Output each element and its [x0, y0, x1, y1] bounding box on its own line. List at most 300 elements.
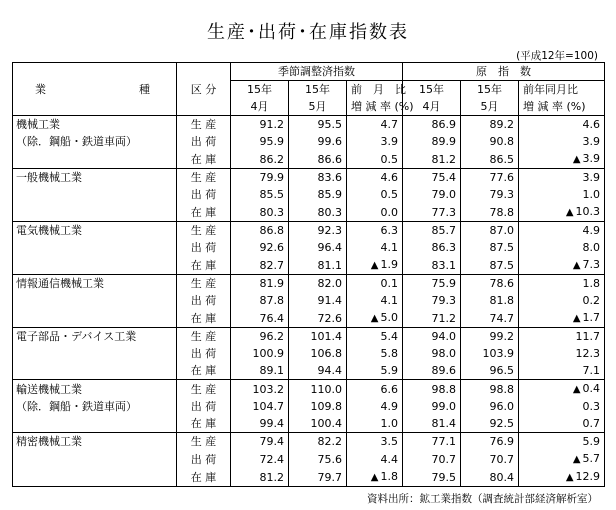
cell-o-may [461, 169, 519, 187]
cell-value: 103.9 [482, 347, 514, 360]
cell-yoy [519, 433, 605, 451]
cell-value: 75.9 [431, 277, 456, 290]
cell-yoy [519, 275, 605, 293]
header-yoy: 前年同月比 [519, 81, 605, 99]
cell-value: 0.4 [582, 382, 601, 395]
cell-sa-may [289, 362, 347, 380]
cell-value: 4.9 [380, 400, 398, 413]
cell-value: 3.9 [582, 152, 601, 165]
category-cell: 出 荷 [177, 239, 231, 256]
cell-yoy [519, 380, 605, 399]
category-cell: 在 庫 [177, 203, 231, 222]
table-body [13, 116, 605, 487]
cell-value: 81.4 [431, 417, 456, 430]
industry-blank [13, 150, 177, 169]
header-industry: 業 種 [35, 82, 150, 96]
cell-value: 96.5 [489, 364, 514, 377]
cell-yoy [519, 415, 605, 433]
cell-value: 95.5 [317, 118, 342, 131]
table-row [13, 169, 605, 187]
cell-value: 4.1 [380, 294, 398, 307]
header-sa-apr-month: 4月 [231, 98, 289, 116]
header-mom: 前 月 比 [347, 81, 403, 99]
industry-label: 電子部品・デバイス工業 [13, 328, 177, 346]
table-row [13, 116, 605, 134]
category-cell: 出 荷 [177, 292, 231, 309]
category-cell: 出 荷 [177, 186, 231, 203]
header-o-may-month: 5月 [461, 98, 519, 116]
cell-o-apr [403, 450, 461, 468]
cell-yoy [519, 450, 605, 468]
cell-value: 7.1 [582, 364, 601, 377]
cell-sa-apr [231, 169, 289, 187]
cell-value: 103.2 [252, 382, 284, 396]
cell-value: 94.0 [431, 330, 456, 343]
cell-mom [347, 256, 403, 275]
cell-value: 77.6 [489, 171, 514, 184]
cell-value: 1.7 [582, 311, 601, 324]
cell-value: 75.4 [431, 171, 456, 184]
cell-sa-may [289, 150, 347, 169]
cell-value: 0.7 [582, 417, 601, 430]
cell-o-apr [403, 415, 461, 433]
industry-label: 精密機械工業 [13, 433, 177, 451]
negative-triangle-icon: ▲ [370, 313, 379, 324]
cell-sa-may [289, 450, 347, 468]
category-cell: 出 荷 [177, 398, 231, 415]
cell-o-may [461, 256, 519, 275]
cell-value: 3.9 [380, 135, 398, 148]
cell-mom [347, 309, 403, 328]
cell-value: 82.0 [317, 277, 342, 290]
cell-value: 96.4 [317, 241, 342, 254]
cell-value: 79.9 [259, 171, 284, 184]
table-row [13, 186, 605, 203]
cell-sa-may [289, 203, 347, 222]
cell-value: 79.4 [259, 435, 284, 448]
cell-o-apr [403, 222, 461, 240]
category-cell: 在 庫 [177, 415, 231, 433]
cell-mom [347, 133, 403, 150]
cell-o-may [461, 309, 519, 328]
cell-value: 12.9 [575, 470, 601, 483]
cell-value: 0.5 [380, 188, 398, 201]
cell-mom [347, 275, 403, 293]
cell-value: 81.1 [317, 258, 342, 272]
cell-o-apr [403, 186, 461, 203]
cell-value: 5.0 [380, 311, 398, 324]
cell-mom [347, 415, 403, 433]
cell-yoy [519, 186, 605, 203]
cell-mom [347, 328, 403, 346]
table-row [13, 415, 605, 433]
industry-blank [13, 186, 177, 203]
cell-value: 81.2 [259, 470, 284, 484]
cell-o-may [461, 133, 519, 150]
header-seasonally-adjusted: 季節調整済指数 [231, 63, 403, 81]
cell-value: 5.9 [582, 435, 601, 448]
cell-sa-may [289, 275, 347, 293]
cell-sa-apr [231, 415, 289, 433]
cell-o-may [461, 275, 519, 293]
category-cell: 出 荷 [177, 345, 231, 362]
cell-value: 79.7 [317, 470, 342, 484]
cell-value: 81.8 [489, 294, 514, 307]
cell-value: 5.7 [582, 452, 601, 465]
cell-value: 70.7 [431, 452, 456, 466]
cell-sa-apr [231, 398, 289, 415]
cell-sa-may [289, 292, 347, 309]
cell-yoy [519, 116, 605, 134]
cell-value: 0.2 [582, 294, 601, 307]
cell-value: 98.0 [431, 347, 456, 360]
cell-mom [347, 150, 403, 169]
cell-value: 86.6 [317, 152, 342, 166]
cell-sa-apr [231, 222, 289, 240]
source-note: 資料出所：鉱工業指数（調査統計部経済解析室） [367, 493, 598, 505]
industry-blank [13, 292, 177, 309]
industry-sublabel: （除．鋼船・鉄道車両） [16, 135, 137, 148]
industry-blank [13, 345, 177, 362]
industry-blank [13, 468, 177, 487]
table-row [13, 275, 605, 293]
cell-value: 87.5 [489, 241, 514, 254]
cell-o-may [461, 450, 519, 468]
table-row [13, 433, 605, 451]
cell-value: 77.3 [431, 205, 456, 219]
cell-value: 89.6 [431, 364, 456, 377]
cell-yoy [519, 239, 605, 256]
cell-yoy [519, 362, 605, 380]
cell-yoy [519, 150, 605, 169]
cell-value: 104.7 [252, 400, 284, 413]
industry-label: 情報通信機械工業 [13, 275, 177, 293]
cell-value: 78.6 [489, 277, 514, 290]
cell-o-may [461, 398, 519, 415]
cell-o-apr [403, 362, 461, 380]
cell-mom [347, 292, 403, 309]
cell-value: 87.8 [259, 294, 284, 307]
header-original-index: 原 指 数 [403, 63, 605, 81]
table-row [13, 450, 605, 468]
cell-sa-apr [231, 345, 289, 362]
cell-value: 86.8 [259, 224, 284, 237]
cell-value: 90.8 [489, 135, 514, 148]
cell-value: 4.4 [380, 452, 398, 466]
cell-yoy [519, 169, 605, 187]
cell-yoy [519, 345, 605, 362]
cell-value: 86.9 [431, 118, 456, 131]
cell-value: 110.0 [310, 382, 342, 396]
cell-mom [347, 398, 403, 415]
table-row [13, 362, 605, 380]
industry-blank [13, 450, 177, 468]
cell-mom [347, 468, 403, 487]
cell-value: 72.4 [259, 452, 284, 466]
cell-value: 1.8 [582, 277, 601, 290]
cell-sa-apr [231, 186, 289, 203]
negative-triangle-icon: ▲ [370, 260, 379, 271]
cell-yoy [519, 292, 605, 309]
cell-sa-may [289, 468, 347, 487]
cell-mom [347, 345, 403, 362]
cell-sa-apr [231, 256, 289, 275]
cell-value: 89.1 [259, 364, 284, 377]
cell-yoy [519, 133, 605, 150]
cell-value: 87.5 [489, 258, 514, 272]
cell-mom [347, 380, 403, 399]
cell-value: 98.8 [431, 382, 456, 396]
category-cell: 生 産 [177, 275, 231, 293]
negative-triangle-icon: ▲ [370, 472, 379, 483]
header-o-may: 15年 [461, 81, 519, 99]
cell-o-may [461, 433, 519, 451]
category-cell: 出 荷 [177, 133, 231, 150]
cell-value: 76.9 [489, 435, 514, 448]
cell-mom [347, 362, 403, 380]
cell-sa-apr [231, 380, 289, 399]
cell-sa-may [289, 186, 347, 203]
cell-mom [347, 186, 403, 203]
table-row [13, 345, 605, 362]
cell-value: 95.9 [259, 135, 284, 148]
industry-blank [13, 239, 177, 256]
cell-value: 100.9 [252, 347, 284, 360]
table-row [13, 398, 605, 415]
cell-value: 3.5 [380, 435, 398, 448]
cell-value: 85.5 [259, 188, 284, 201]
cell-o-may [461, 328, 519, 346]
table-row [13, 203, 605, 222]
header-mom-rate: 増 減 率 (%) [347, 98, 403, 116]
cell-o-apr [403, 133, 461, 150]
category-cell: 生 産 [177, 380, 231, 399]
category-cell: 在 庫 [177, 468, 231, 487]
cell-o-may [461, 150, 519, 169]
cell-o-apr [403, 328, 461, 346]
cell-value: 82.2 [317, 435, 342, 448]
cell-value: 4.7 [380, 118, 398, 131]
cell-sa-apr [231, 275, 289, 293]
cell-value: 91.2 [259, 118, 284, 131]
cell-value: 74.7 [489, 311, 514, 325]
cell-sa-apr [231, 433, 289, 451]
cell-value: 98.8 [489, 382, 514, 396]
cell-value: 12.3 [575, 347, 601, 360]
cell-sa-apr [231, 133, 289, 150]
category-cell: 生 産 [177, 116, 231, 134]
cell-sa-apr [231, 292, 289, 309]
industry-blank [13, 309, 177, 328]
cell-o-may [461, 222, 519, 240]
table-row [13, 468, 605, 487]
cell-value: 92.6 [259, 241, 284, 254]
cell-value: 78.8 [489, 205, 514, 219]
cell-o-apr [403, 203, 461, 222]
cell-o-apr [403, 292, 461, 309]
header-o-apr: 15年 [403, 81, 461, 99]
cell-value: 0.5 [380, 152, 398, 166]
cell-value: 75.6 [317, 452, 342, 466]
table-row [13, 292, 605, 309]
industry-blank [13, 256, 177, 275]
cell-o-apr [403, 239, 461, 256]
cell-value: 99.0 [431, 400, 456, 413]
cell-value: 101.4 [310, 330, 342, 343]
cell-value: 76.4 [259, 311, 284, 325]
base-year-note: (平成12年=100) [516, 50, 598, 62]
header-sa-apr: 15年 [231, 81, 289, 99]
page-title: 生産･出荷･在庫指数表 [207, 22, 409, 43]
table-row [13, 309, 605, 328]
category-cell: 在 庫 [177, 150, 231, 169]
category-cell: 生 産 [177, 433, 231, 451]
cell-o-may [461, 292, 519, 309]
cell-value: 85.9 [317, 188, 342, 201]
cell-value: 83.6 [317, 171, 342, 184]
cell-mom [347, 203, 403, 222]
industry-label: 電気機械工業 [13, 222, 177, 240]
cell-value: 92.3 [317, 224, 342, 237]
index-table [12, 62, 605, 487]
cell-sa-apr [231, 362, 289, 380]
negative-triangle-icon: ▲ [572, 384, 581, 395]
cell-o-may [461, 116, 519, 134]
table-row [13, 150, 605, 169]
cell-yoy [519, 309, 605, 328]
cell-sa-may [289, 345, 347, 362]
table-row [13, 133, 605, 150]
cell-value: 70.7 [489, 452, 514, 466]
cell-value: 79.5 [431, 470, 456, 484]
cell-value: 86.5 [489, 152, 514, 166]
category-cell: 生 産 [177, 169, 231, 187]
negative-triangle-icon: ▲ [565, 472, 574, 483]
cell-value: 79.3 [489, 188, 514, 201]
cell-o-apr [403, 169, 461, 187]
cell-o-apr [403, 468, 461, 487]
cell-sa-apr [231, 328, 289, 346]
cell-value: 99.2 [489, 330, 514, 343]
cell-sa-apr [231, 116, 289, 134]
cell-o-may [461, 239, 519, 256]
cell-sa-apr [231, 450, 289, 468]
negative-triangle-icon: ▲ [572, 260, 581, 271]
table-row [13, 256, 605, 275]
cell-value: 71.2 [431, 311, 456, 325]
header-sa-may-month: 5月 [289, 98, 347, 116]
cell-value: 109.8 [310, 400, 342, 413]
cell-yoy [519, 222, 605, 240]
negative-triangle-icon: ▲ [572, 154, 581, 165]
industry-sublabel: （除．鋼船・鉄道車両） [16, 400, 137, 413]
cell-value: 80.3 [259, 205, 284, 219]
cell-value: 79.0 [431, 188, 456, 201]
cell-o-apr [403, 345, 461, 362]
cell-yoy [519, 468, 605, 487]
cell-yoy [519, 203, 605, 222]
cell-o-apr [403, 275, 461, 293]
industry-label: 機械工業 [13, 116, 177, 134]
cell-value: 79.3 [431, 294, 456, 307]
header-category: 区 分 [177, 63, 231, 116]
cell-sa-apr [231, 150, 289, 169]
cell-sa-may [289, 415, 347, 433]
cell-value: 89.2 [489, 118, 514, 131]
cell-value: 72.6 [317, 311, 342, 325]
cell-sa-may [289, 398, 347, 415]
cell-sa-apr [231, 309, 289, 328]
cell-sa-may [289, 169, 347, 187]
cell-value: 81.2 [431, 152, 456, 166]
cell-value: 6.6 [380, 382, 398, 396]
cell-value: 86.2 [259, 152, 284, 166]
cell-value: 5.8 [380, 347, 398, 360]
cell-value: 77.1 [431, 435, 456, 448]
industry-blank [13, 415, 177, 433]
cell-value: 106.8 [310, 347, 342, 360]
cell-value: 8.0 [582, 241, 601, 254]
cell-o-apr [403, 433, 461, 451]
header-yoy-rate: 増 減 率 (%) [519, 98, 605, 116]
cell-o-may [461, 380, 519, 399]
cell-value: 85.7 [431, 224, 456, 237]
negative-triangle-icon: ▲ [572, 313, 581, 324]
category-cell: 在 庫 [177, 309, 231, 328]
table-row [13, 222, 605, 240]
cell-value: 1.8 [380, 470, 398, 483]
cell-o-may [461, 345, 519, 362]
cell-sa-may [289, 239, 347, 256]
cell-o-apr [403, 256, 461, 275]
table-row [13, 380, 605, 399]
cell-mom [347, 450, 403, 468]
category-cell: 出 荷 [177, 450, 231, 468]
cell-value: 100.4 [310, 417, 342, 430]
cell-sa-may [289, 133, 347, 150]
cell-mom [347, 222, 403, 240]
cell-value: 96.2 [259, 330, 284, 343]
cell-sa-may [289, 222, 347, 240]
industry-label: 輸送機械工業 [13, 380, 177, 399]
industry-blank [13, 203, 177, 222]
cell-sa-apr [231, 239, 289, 256]
cell-value: 80.4 [489, 470, 514, 484]
cell-o-may [461, 203, 519, 222]
cell-value: 4.6 [582, 118, 601, 131]
cell-value: 0.0 [380, 205, 398, 219]
category-cell: 在 庫 [177, 256, 231, 275]
cell-value: 7.3 [582, 258, 601, 271]
cell-yoy [519, 328, 605, 346]
cell-o-may [461, 468, 519, 487]
cell-mom [347, 116, 403, 134]
cell-sa-may [289, 433, 347, 451]
cell-value: 92.5 [489, 417, 514, 430]
industry-blank [13, 362, 177, 380]
cell-value: 10.3 [575, 205, 601, 218]
cell-value: 11.7 [575, 330, 601, 343]
header-sa-may: 15年 [289, 81, 347, 99]
table-row [13, 239, 605, 256]
category-cell: 在 庫 [177, 362, 231, 380]
cell-value: 82.7 [259, 258, 284, 272]
cell-value: 87.0 [489, 224, 514, 237]
cell-value: 99.6 [317, 135, 342, 148]
cell-o-apr [403, 309, 461, 328]
cell-o-apr [403, 398, 461, 415]
cell-value: 99.4 [259, 417, 284, 430]
